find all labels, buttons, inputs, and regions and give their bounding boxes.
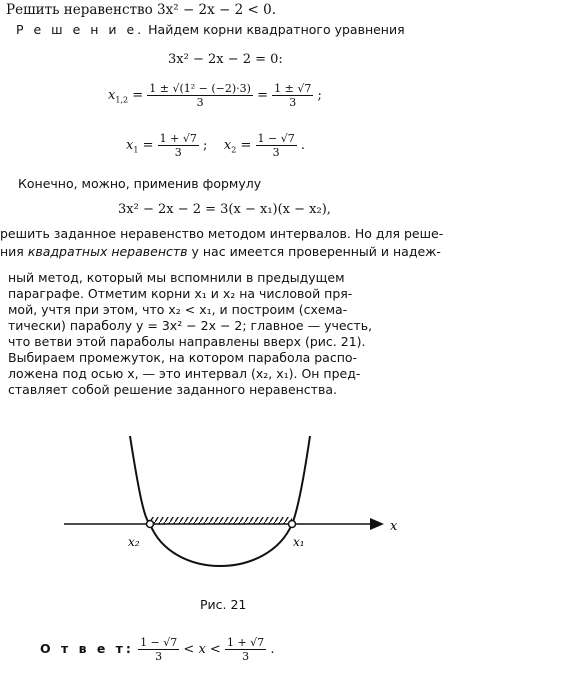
paragraph-2-line-1: решить заданное неравенство методом интервалов. Но для реше-	[0, 226, 444, 241]
axis-label-x: x	[390, 519, 398, 534]
para3-line: параграфе. Отметим корни x₁ и x₂ на числовой пря-	[8, 286, 353, 301]
para3-line: что ветви этой параболы направлены вверх (рис. 21).	[8, 334, 366, 349]
para2-part-c: у нас имеется проверенный и надеж-	[191, 244, 441, 259]
paragraph-3	[8, 270, 372, 398]
answer-left-den: 3	[155, 650, 163, 663]
answer-left-num: 1 − √7	[140, 636, 178, 649]
answer-right-den: 3	[242, 650, 250, 663]
x1-label: x	[126, 138, 134, 153]
solution-intro: Найдем корни квадратного уравнения	[148, 22, 405, 37]
figure-21	[0, 410, 564, 610]
roots-separator: ;	[202, 138, 220, 153]
problem-statement: Решить неравенство 3x² − 2x − 2 < 0.	[6, 2, 277, 18]
x2-num: 1 − √7	[257, 132, 295, 145]
x1-num: 1 + √7	[159, 132, 197, 145]
roots-fraction-2	[272, 82, 313, 109]
roots-lhs: x	[108, 88, 116, 103]
answer-tail: .	[270, 642, 275, 657]
root-point-x1	[289, 521, 296, 528]
x-axis-arrow	[370, 518, 384, 530]
x1-den: 3	[174, 146, 182, 159]
roots-fraction-2-den: 3	[289, 96, 297, 109]
paragraph-2-line-2	[0, 244, 441, 259]
roots-end: .	[300, 138, 305, 153]
para3-line: тически) параболу y = 3x² − 2x − 2; главное — учесть,	[8, 318, 373, 333]
answer-left-fraction	[138, 636, 179, 663]
roots-fraction-1-den: 3	[196, 96, 204, 109]
roots-fraction-2-num: 1 ± √7	[274, 82, 312, 95]
x2-den: 3	[272, 146, 280, 159]
answer-right-num: 1 + √7	[226, 636, 265, 649]
root-point-x2	[147, 521, 154, 528]
answer	[40, 636, 274, 663]
para2-part-b: квадратных неравенств	[27, 244, 188, 259]
para3-line: ный метод, который мы вспомнили в предыдущем	[8, 270, 345, 285]
paragraph-1: Конечно, можно, применив формулу	[18, 176, 262, 191]
roots-fraction-1	[147, 82, 253, 109]
parabola	[130, 436, 310, 566]
solution-interval-hatch	[150, 517, 292, 524]
quadratic-equation: 3x² − 2x − 2 = 0:	[168, 52, 283, 67]
x2-equals: =	[240, 138, 256, 153]
answer-middle: < x <	[183, 642, 221, 657]
solution-label: Р е ш е н и е.	[16, 22, 145, 37]
factor-formula: 3x² − 2x − 2 = 3(x − x₁)(x − x₂),	[118, 202, 331, 217]
x1-fraction	[158, 132, 199, 159]
answer-right-fraction	[225, 636, 266, 663]
label-x1: x₁	[293, 535, 305, 549]
solution-intro-line	[16, 22, 405, 37]
roots-values	[126, 132, 305, 159]
roots-fraction-1-num: 1 ± √(1² − (−2)·3)	[149, 82, 251, 95]
roots-general-formula	[108, 82, 322, 109]
para3-line: ложена под осью x, — это интервал (x₂, x₁). Он пред-	[8, 366, 361, 381]
roots-tail: ;	[317, 88, 322, 103]
para3-line: ставляет собой решение заданного неравенства.	[8, 382, 337, 397]
roots-lhs-sub: 1,2	[115, 95, 129, 105]
label-x2: x₂	[128, 535, 140, 549]
answer-label: О т в е т:	[40, 641, 134, 656]
figure-caption: Рис. 21	[200, 597, 247, 612]
x2-label: x	[223, 138, 232, 153]
x2-fraction	[256, 132, 297, 159]
para2-part-a: ния	[0, 244, 24, 259]
x1-equals: =	[142, 138, 158, 153]
para3-line: мой, учтя при этом, что x₂ < x₁, и построим (схема-	[8, 302, 348, 317]
equals-sign: =	[132, 88, 148, 103]
equals-sign-2: =	[257, 88, 273, 103]
x2-sub: 2	[231, 145, 237, 155]
para3-line: Выбираем промежуток, на котором парабола распо-	[8, 350, 358, 365]
x1-sub: 1	[133, 145, 139, 155]
